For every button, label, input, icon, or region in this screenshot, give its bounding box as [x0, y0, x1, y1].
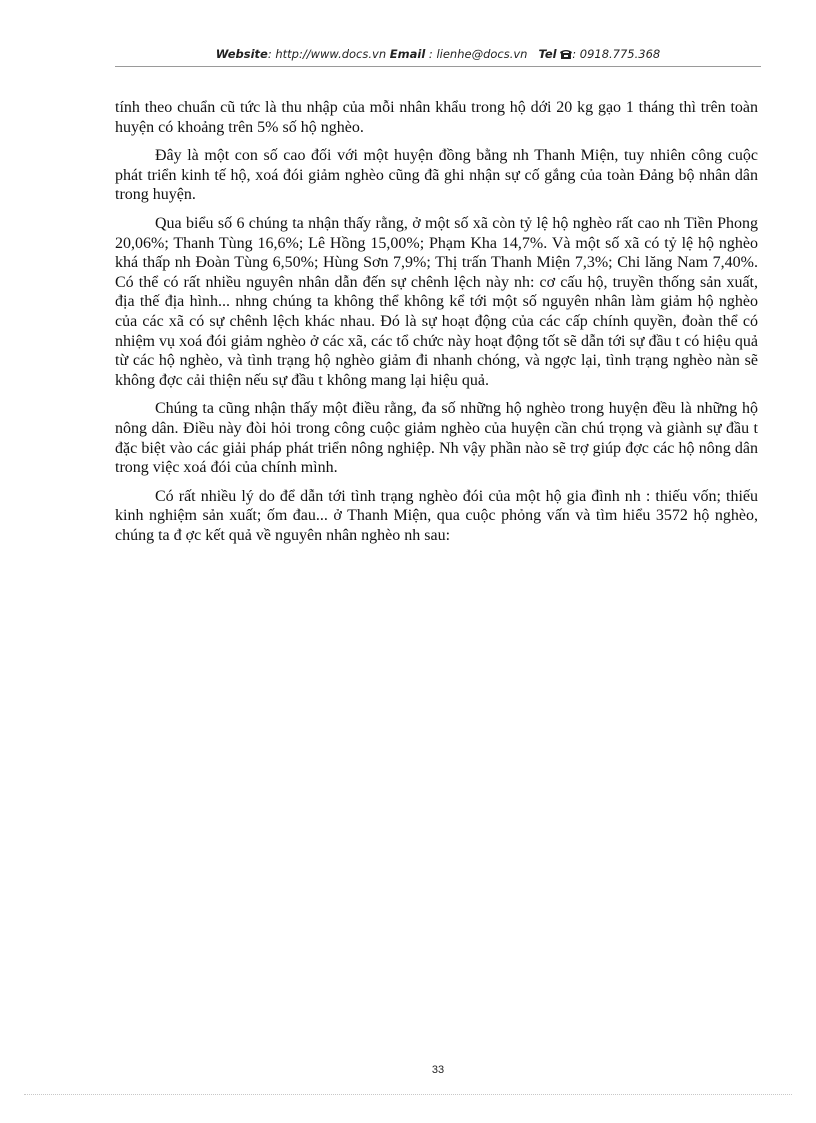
- header-divider: [115, 66, 761, 67]
- email-address: : lienhe@docs.vn: [428, 47, 528, 61]
- paragraph-1: tính theo chuẩn cũ tức là thu nhập của mỗi nhân khẩu trong hộ dới 20 kg gạo 1 tháng thì trên toàn huyện có khoảng trên 5% số hộ nghèo.: [115, 99, 758, 136]
- paragraph-5: Có rất nhiều lý do để dẫn tới tình trạng nghèo đói của một hộ gia đình nh : thiếu vốn; thiếu kinh nghiệm sản xuất; ốm đau... ở Thanh Miện, qua cuộc phỏng vấn và tìm hiểu 3572 hộ nghèo, chúng ta đ ợc kết quả về nguyên nhân nghèo nh sau:: [115, 487, 758, 544]
- paragraph-3: Qua biểu số 6 chúng ta nhận thấy rằng, ở một số xã còn tỷ lệ hộ nghèo rất cao nh Tiền Phong 20,06%; Thanh Tùng 16,6%; Lê Hồng 15,00%; Phạm Kha 14,7%. Và một số xã có tỷ lệ hộ nghèo khá thấp nh Đoàn Tùng 6,50%; Hùng Sơn 7,9%; Thị trấn Thanh Miện 7,3%; Chi lăng Nam 7,40%. Có thể có rất nhiều nguyên nhân dẫn đến sự chênh lệch này nh: cơ cấu hộ, truyền thống sản xuất, địa thế địa hình... nhng chúng ta không thể không kể tới một số nguyên nhân làm giảm hộ nghèo của các xã có sự chênh lệch khác nhau. Đó là sự hoạt động của các cấp chính quyền, đoàn thể có nhiệm vụ xoá đói giảm nghèo ở các xã, các tổ chức này hoạt động tốt sẽ dẫn tới sự đầu t có hiệu quả từ các hộ nghèo, và tình trạng hộ nghèo giảm đi nhanh chóng, và ngợc lại, tình trạng nghèo nàn sẽ không đợc cải thiện nếu sự đầu t không mang lại hiệu quả.: [115, 214, 758, 389]
- tel-number: : 0918.775.368: [572, 47, 661, 61]
- phone-icon: [560, 48, 572, 58]
- paragraph-4: Chúng ta cũng nhận thấy một điều rằng, đa số những hộ nghèo trong huyện đều là những hộ nông dân. Điều này đòi hỏi trong công cuộc giảm nghèo của huyện cần chú trọng và giành sự đầu t đặc biệt vào các giải pháp phát triển nông nghiệp. Nh vậy phần nào sẽ trợ giúp đợc các hộ nông dân trong việc xoá đói của chính mình.: [115, 400, 758, 477]
- website-label: Website: [215, 47, 268, 61]
- website-url: : http://www.docs.vn: [267, 47, 387, 61]
- paragraph-2: Đây là một con số cao đối với một huyện đồng bằng nh Thanh Miện, tuy nhiên công cuộc phát triển kinh tế hộ, xoá đói giảm nghèo cũng đã ghi nhận sự cố gắng của toàn Đảng bộ nhân dân trong huyện.: [115, 147, 758, 204]
- page-number: 33: [431, 1064, 445, 1076]
- tel-label: Tel: [538, 47, 557, 61]
- page-header: [115, 47, 761, 61]
- email-label: Email: [389, 47, 426, 61]
- footer-divider: [24, 1094, 792, 1095]
- document-body: [115, 98, 758, 554]
